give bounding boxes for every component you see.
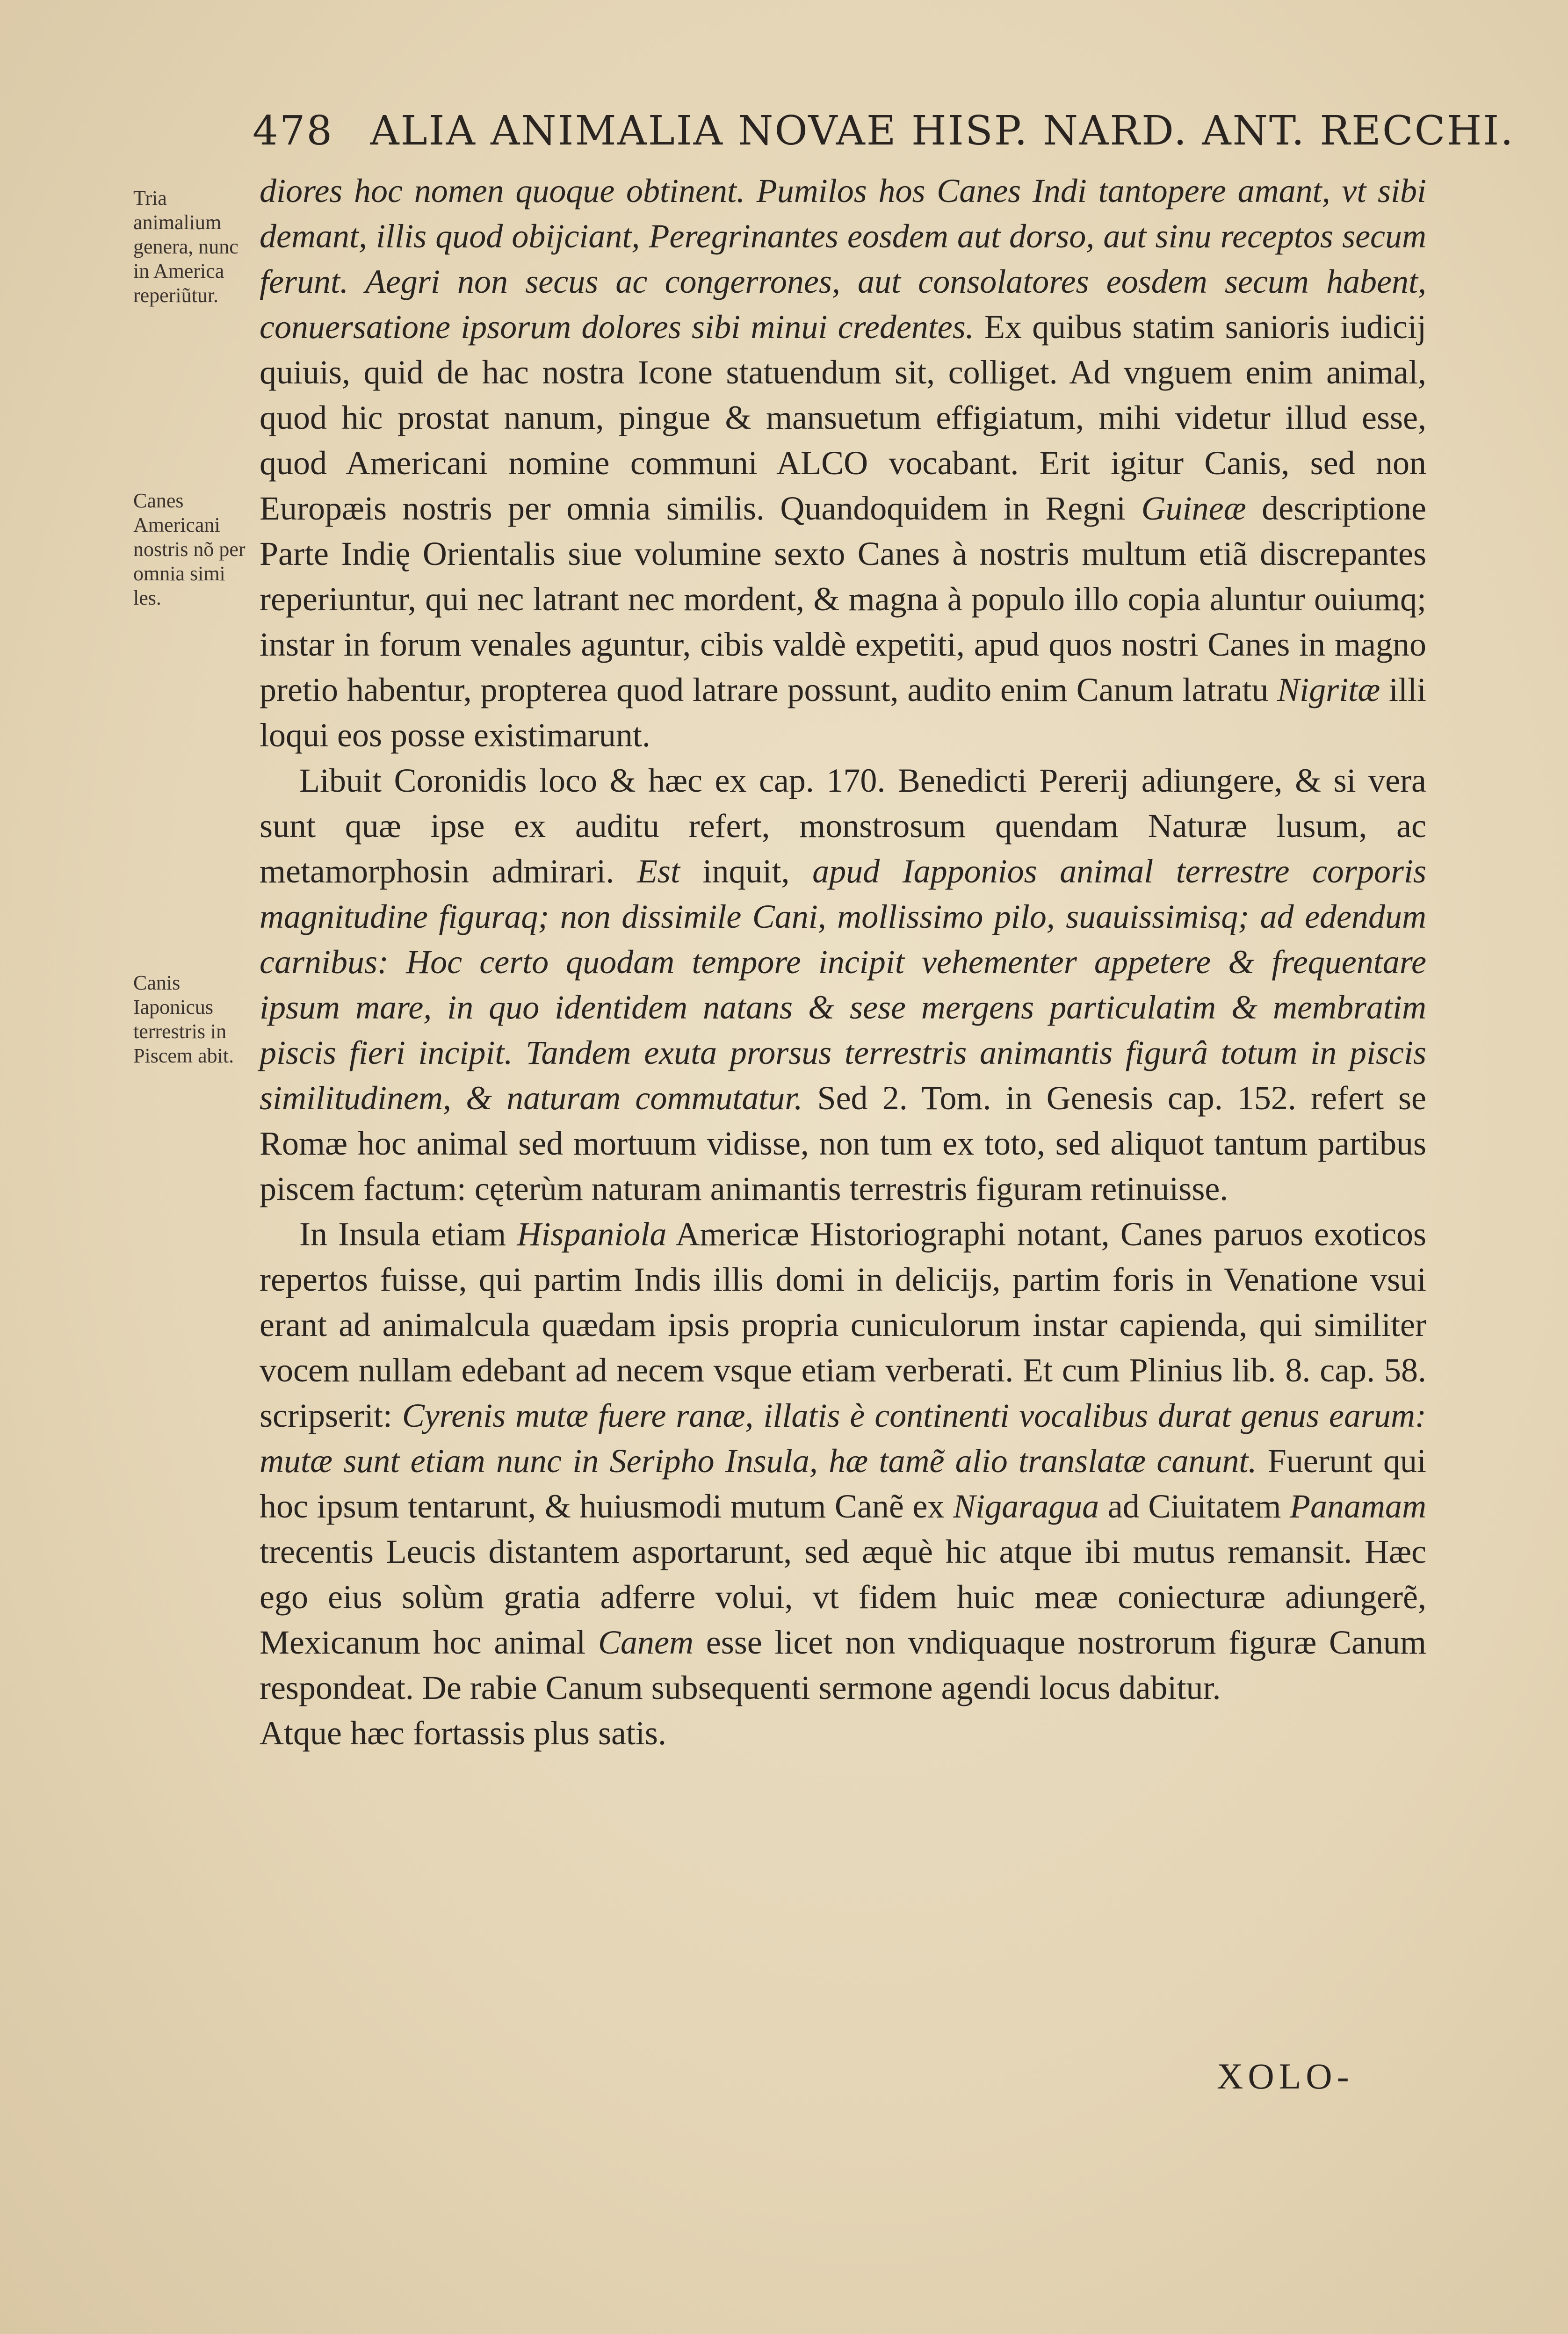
margin-note-canes-americani: Canes Americani nostris nõ per omnia simi les. [133,489,246,609]
text-run: illi loqui eos posse existimarunt. [260,671,1426,754]
page-number: 478 [253,108,334,154]
running-title: ALIA ANIMALIA NOVAE HISP. NARD. ANT. RECCHI. [370,108,1515,154]
italic-text-run: Nigaragua [953,1488,1099,1525]
text-run: In Insula etiam [299,1215,517,1253]
italic-text-run: diores hoc nomen quoque obtinent. Pumilos hos Canes Indi tantopere amant, vt sibi demant, illis quod obijciant, Peregrinantes eosdem aut dorso, aut sinu receptos secum ferunt. Aegri non secus ac congerrones, aut consolatores eosdem secum habent, conuersatione ipsorum dolores sibi minui credentes. [260,172,1426,346]
text-run: Ex quibus statim sanioris iudicij quiuis, quid de hac nostra Icone statuendum sit, colliget. Ad vnguem enim animal, quod hic prostat nanum, pingue & mansuetum effigiatum, mihi videtur illud esse, quod Americani nomine communi ALCO vocabant. Erit igitur Canis, sed non Europæis nostris per omnia similis. Quandoquidem in Regni [260,308,1426,527]
italic-text-run: Nigritæ [1277,671,1380,708]
catchword: XOLO- [1217,2056,1354,2096]
italic-text-run: Panamam [1290,1488,1426,1525]
text-run: Americæ Historiographi notant, Canes paruos exoticos repertos fuisse, qui partim Indis illis domi in delicijs, partim foris in Venatione vsui erant ad animalcula quædam ipsis propria cuniculorum instar capienda, qui similiter vocem nullam edebant ad necem vsque etiam verberati. Et cum Plinius lib. 8. cap. 58. scripserit: [260,1215,1426,1434]
text-run: trecentis Leucis distantem asportarunt, sed æquè hic atque ibi mutus remansit. Hæc ego eius solùm gratia adferre volui, vt fidem huic meæ coniecturæ adiungerẽ, Mexicanum hoc animal [260,1533,1426,1661]
margin-note-tria-animalium: Tria animalium genera, nunc in America reperiũtur. [133,187,238,307]
text-run: ad Ciuitatem [1099,1488,1290,1525]
italic-text-run: Canem [598,1624,694,1661]
italic-text-run: Guineæ [1141,490,1246,527]
text-run: inquit, [679,853,813,890]
paragraph-1 [260,168,1426,758]
page-header [253,108,1515,154]
paragraph-2 [260,758,1426,1212]
text-run: Fuerunt qui hoc ipsum tentarunt, & huiusmodi mutum Canẽ ex [260,1442,1426,1525]
margin-note-canis-iaponicus: Canis Iaponicus terrestris in Piscem abit. [133,971,234,1067]
italic-text-run: apud Iapponios animal terrestre corporis magnitudine figuraq; non dissimile Cani, mollissimo pilo, suauissimisq; ad edendum carnibus: Hoc certo quodam tempore incipit vehementer appetere & frequentare ipsum mare, in quo identidem natans & sese mergens particulatim & membratim piscis fieri incipit. Tandem exuta prorsus terrestris animantis figurâ totum in piscis similitudinem, & naturam commutatur. [260,853,1426,1117]
text-run: Sed 2. Tom. in Genesis cap. 152. refert se Romæ hoc animal sed mortuum vidisse, non tum ex toto, sed aliquot tantum partibus piscem factum: cęterùm naturam animantis terrestris figuram retinuisse. [260,1079,1426,1207]
text-run: descriptione Parte Indię Orientalis siue volumine sexto Canes à nostris multum etiã discrepantes reperiuntur, qui nec latrant nec mordent, & magna à populo illo copia aluntur ouiumq; instar in forum venales aguntur, cibis valdè expetiti, apud quos nostri Canes in magno pretio habentur, propterea quod latrare possunt, audito enim Canum latratu [260,490,1426,708]
text-run: esse licet non vndiquaque nostrorum figuræ Canum respondeat. De rabie Canum subsequenti sermone agendi locus dabitur. [260,1624,1426,1706]
body-text [260,168,1426,1756]
closing-line: Atque hæc fortassis plus satis. [260,1714,666,1752]
italic-text-run: Est [636,853,680,890]
paragraph-3 [260,1212,1426,1711]
text-run: Libuit Coronidis loco & hæc ex cap. 170. Benedicti Pererij adiungere, & si vera sunt quæ ipse ex auditu refert, monstrosum quendam Naturæ lusum, ac metamorphosin admirari. [260,762,1426,890]
italic-text-run: Cyrenis mutæ fuere ranæ, illatis è continenti vocalibus durat genus earum: mutæ sunt etiam nunc in Seripho Insula, hæ tamẽ alio translatæ canunt. [260,1397,1426,1480]
italic-text-run: Hispaniola [517,1215,667,1253]
